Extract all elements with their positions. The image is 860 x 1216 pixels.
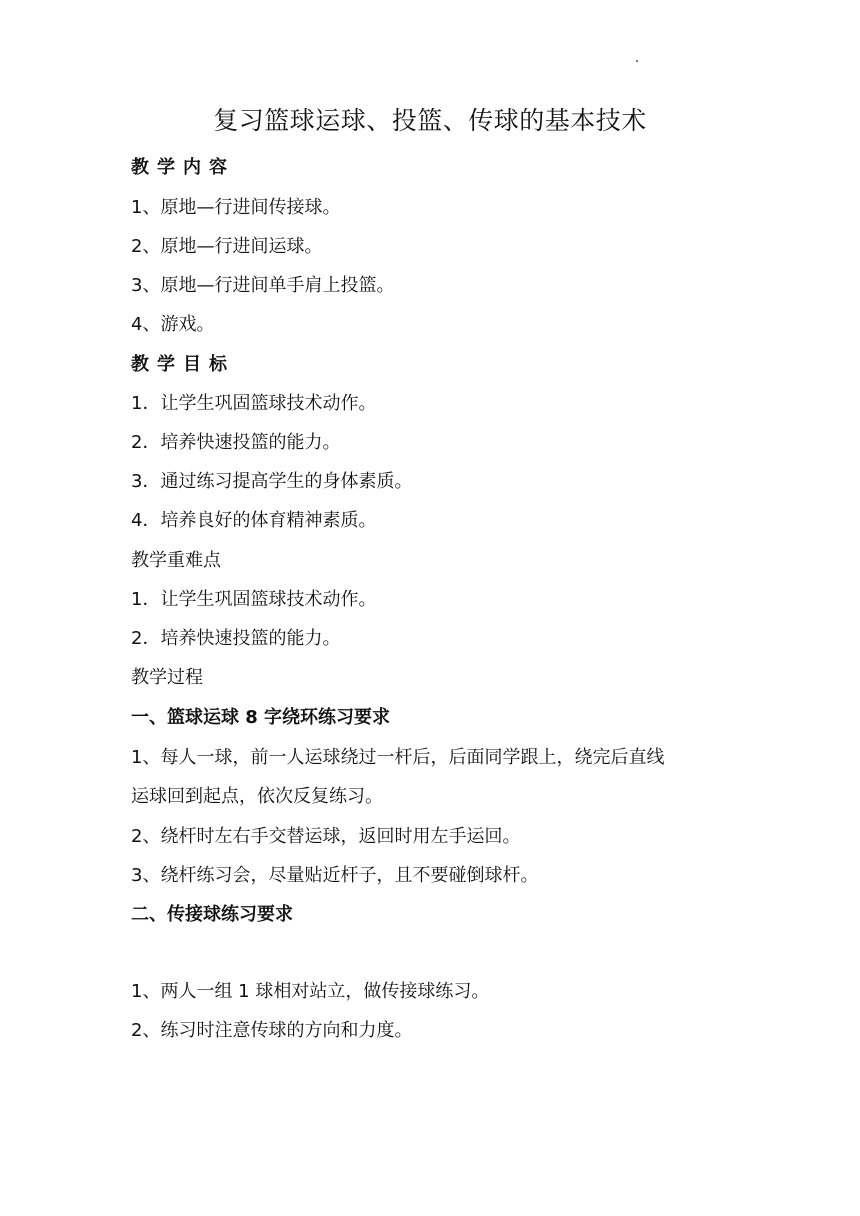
list-item: 2．培养快速投篮的能力。 — [131, 432, 341, 453]
section-heading-key-points: 教学重难点 — [131, 550, 221, 571]
list-item: 运球回到起点，依次反复练习。 — [131, 786, 383, 807]
list-item: 1、每人一球，前一人运球绕过一杆后，后面同学跟上，绕完后直线 — [131, 747, 665, 768]
list-item: 3、绕杆练习会，尽量贴近杆子，且不要碰倒球杆。 — [131, 865, 539, 886]
section-heading-process: 教学过程 — [131, 667, 203, 688]
list-item: 2．培养快速投篮的能力。 — [131, 628, 341, 649]
page-mark — [636, 60, 638, 62]
list-item: 1、两人一组 1 球相对站立，做传接球练习。 — [131, 981, 490, 1002]
document-title: 复习篮球运球、投篮、传球的基本技术 — [213, 106, 647, 135]
section-heading-content: 教学内容 — [131, 157, 235, 178]
section-heading-goals: 教学目标 — [131, 354, 235, 375]
list-item: 4．培养良好的体育精神素质。 — [131, 510, 377, 531]
subsection-heading-dribble: 一、篮球运球 8 字绕环练习要求 — [131, 707, 391, 728]
list-item: 1．让学生巩固篮球技术动作。 — [131, 589, 377, 610]
list-item: 2、练习时注意传球的方向和力度。 — [131, 1020, 413, 1041]
list-item: 2、原地—行进间运球。 — [131, 236, 323, 257]
list-item: 3、原地—行进间单手肩上投篮。 — [131, 275, 395, 296]
subsection-heading-passing: 二、传接球练习要求 — [131, 904, 293, 925]
list-item: 1．让学生巩固篮球技术动作。 — [131, 393, 377, 414]
list-item: 4、游戏。 — [131, 314, 215, 335]
list-item: 3．通过练习提高学生的身体素质。 — [131, 471, 413, 492]
list-item: 1、原地—行进间传接球。 — [131, 197, 341, 218]
list-item: 2、绕杆时左右手交替运球，返回时用左手运回。 — [131, 826, 521, 847]
